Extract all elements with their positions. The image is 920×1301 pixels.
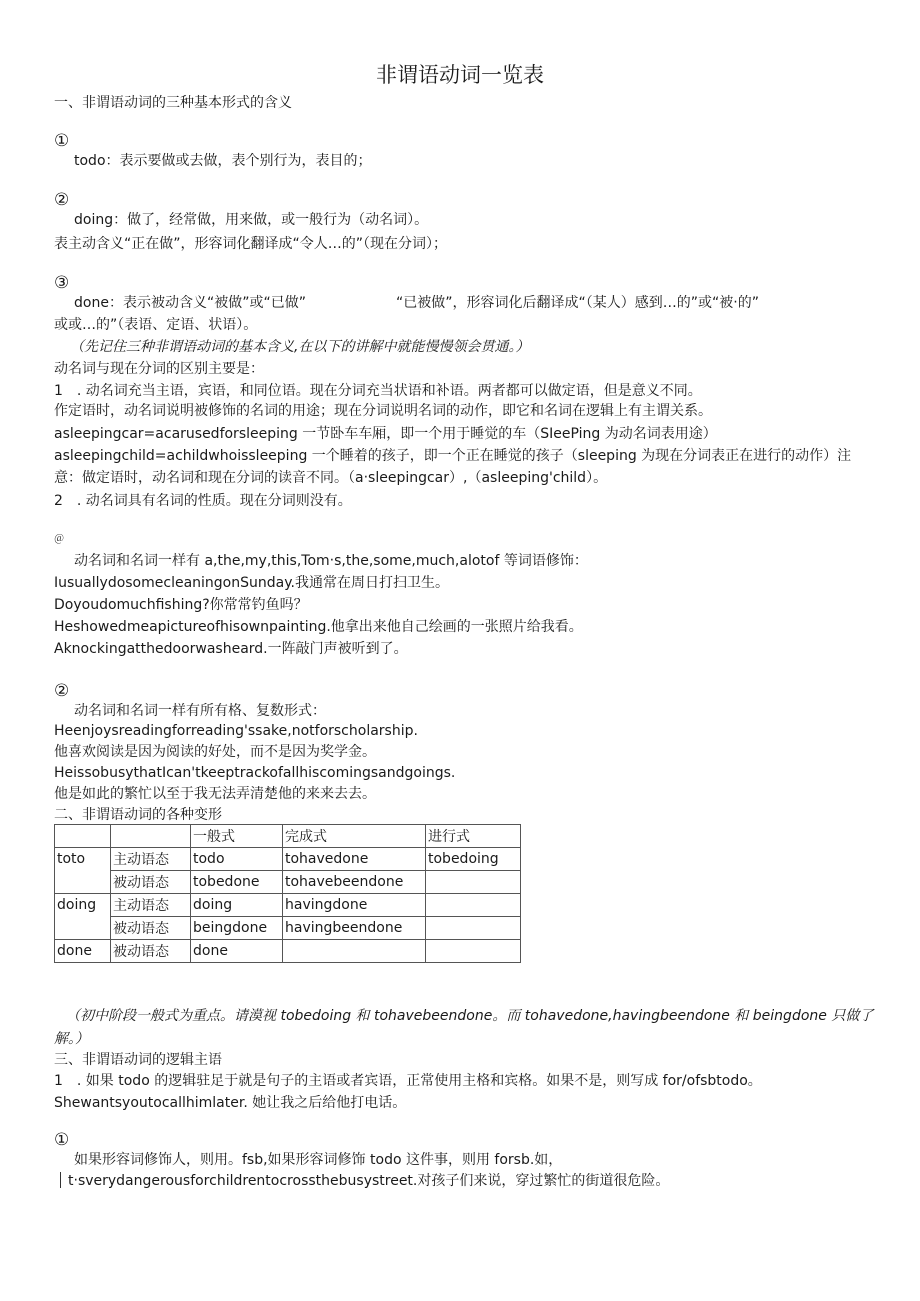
table-row [55, 940, 521, 963]
circled-number-2b: ② [54, 681, 70, 701]
example-reading-cn: 他喜欢阅读是因为阅读的好处，而不是因为奖学金。 [54, 744, 376, 760]
done-meaning-b: “已被做”，形容词化后翻译成“（某人）感到…的”或“被‧的” [396, 295, 759, 311]
page-title: 非谓语动词一览表 [376, 63, 544, 87]
table-row [55, 894, 521, 917]
example-sleeping-car: asleepingcar=acarusedforsleeping 一节卧车车厢，即一个用于睡觉的车（SIeePing 为动名词表用途） [54, 426, 717, 442]
table-header-row [55, 825, 521, 848]
table-header-cell [55, 825, 111, 848]
table-cell: toto [55, 848, 111, 894]
table-header-cell: 一般式 [191, 825, 283, 848]
table-cell [426, 894, 521, 917]
logic-subject-point-1: 1 . 如果 todo 的逻辑驻足于就是句子的主语或者宾语，正常使用主格和宾格。如果不是，则写成 for/ofsbtodo。 [54, 1073, 762, 1089]
example-reading: Heenjoysreadingforreading'ssake,notforscholarship. [54, 723, 418, 739]
comparison-point-2: 2 . 动名词具有名词的性质。现在分词则没有。 [54, 493, 352, 509]
table-cell: doing [55, 894, 111, 940]
table-cell: 被动语态 [111, 871, 191, 894]
comparison-heading: 动名词与现在分词的区别主要是： [54, 361, 264, 377]
table-cell: doing [191, 894, 283, 917]
section1-heading: 一、非谓语动词的三种基本形式的含义 [54, 95, 292, 111]
doing-meaning: doing：做了，经常做，用来做，或一般行为（动名词）。 [74, 212, 429, 228]
table-cell: done [55, 940, 111, 963]
table-row [55, 917, 521, 940]
example-note: 意：做定语时，动名词和现在分词的读音不同。（a‧sleepingcar）,（asleeping'child）。 [54, 470, 608, 486]
table-cell: tobedone [191, 871, 283, 894]
done-meaning-2: 或或…的”（表语、定语、状语）。 [54, 317, 258, 333]
example-busy-cn: 他是如此的繁忙以至于我无法弄清楚他的来来去去。 [54, 786, 376, 802]
table-cell: tobedoing [426, 848, 521, 871]
section2-heading: 二、非谓语动词的各种变形 [54, 807, 222, 823]
gerund-modifiers: 动名词和名词一样有 a,the,my,this,Tom‧s,the,some,much,alotof 等词语修饰： [74, 553, 588, 569]
table-cell: 主动语态 [111, 894, 191, 917]
comparison-point-1b: 作定语时，动名词说明被修饰的名词的用途；现在分词说明名词的动作，即它和名词在逻辑上有主谓关系。 [54, 403, 712, 419]
circled-number-2: ② [54, 190, 70, 210]
table-header-cell: 进行式 [426, 825, 521, 848]
table-cell [426, 917, 521, 940]
table-cell [283, 940, 426, 963]
example-call-later: Shewantsyoutocallhimlater. 她让我之后给他打电话。 [54, 1095, 407, 1111]
table-cell [426, 871, 521, 894]
table-cell: havingbeendone [283, 917, 426, 940]
table-row [55, 871, 521, 894]
section3-heading: 三、非谓语动词的逻辑主语 [54, 1052, 222, 1068]
at-marker: ＠ [54, 534, 64, 545]
done-meaning-a: done：表示被动含义“被做”或“已做” [74, 295, 306, 311]
circled-number-3: ③ [54, 273, 70, 293]
circled-number-1b: ① [54, 1130, 70, 1150]
doing-meaning-2: 表主动含义“正在做”，形容词化翻译成“令人…的”（现在分词）； [54, 236, 448, 252]
example-sleeping-child: asleepingchild=achildwhoissleeping 一个睡着的孩子，即一个正在睡觉的孩子（sleeping 为现在分词表正在进行的动作）注 [54, 448, 852, 464]
table-cell: todo [191, 848, 283, 871]
verb-forms-table [54, 824, 521, 963]
table-cell: tohavebeendone [283, 871, 426, 894]
junior-note-2: 解。） [54, 1031, 89, 1047]
todo-meaning: todo：表示要做或去做，表个别行为，表目的； [74, 153, 372, 169]
table-cell: done [191, 940, 283, 963]
example-dangerous: t‧sverydangerousforchildrentocrossthebusystreet.对孩子们来说，穿过繁忙的街道很危险。 [68, 1173, 670, 1189]
memory-note: （先记住三种非谓语动词的基本含义,在以下的讲解中就能慢慢领会贯通。） [70, 339, 530, 355]
adjective-rule: 如果形容词修饰人，则用。fsb,如果形容词修饰 todo 这件事，则用 forsb.如， [74, 1152, 563, 1168]
example-painting: Heshowedmeapictureofhisownpainting.他拿出来他自己绘画的一张照片给我看。 [54, 619, 583, 635]
table-cell [426, 940, 521, 963]
table-row [55, 848, 521, 871]
junior-note-1: （初中阶段一般式为重点。请漠视 tobedoing 和 tohavebeendone。而 tohavedone,havingbeendone 和 beingdone 只做了 [66, 1008, 874, 1024]
gerund-possessive: 动名词和名词一样有所有格、复数形式： [74, 703, 326, 719]
table-cell: 被动语态 [111, 917, 191, 940]
text-cursor [60, 1172, 61, 1188]
comparison-point-1: 1 . 动名词充当主语，宾语，和同位语。现在分词充当状语和补语。两者都可以做定语，但是意义不同。 [54, 383, 702, 399]
example-knocking: Aknockingatthedoorwasheard.一阵敲门声被听到了。 [54, 641, 408, 657]
table-cell: 主动语态 [111, 848, 191, 871]
table-cell: 被动语态 [111, 940, 191, 963]
example-busy: HeissobusythatIcan'tkeeptrackofallhiscomingsandgoings. [54, 765, 456, 781]
table-cell: havingdone [283, 894, 426, 917]
example-fishing: Doyoudomuchfishing?你常常钓鱼吗？ [54, 597, 308, 613]
table-header-cell [111, 825, 191, 848]
table-cell: beingdone [191, 917, 283, 940]
table-cell: tohavedone [283, 848, 426, 871]
example-cleaning: IusuallydosomecleaningonSunday.我通常在周日打扫卫生。 [54, 575, 449, 591]
circled-number-1: ① [54, 131, 70, 151]
table-header-cell: 完成式 [283, 825, 426, 848]
